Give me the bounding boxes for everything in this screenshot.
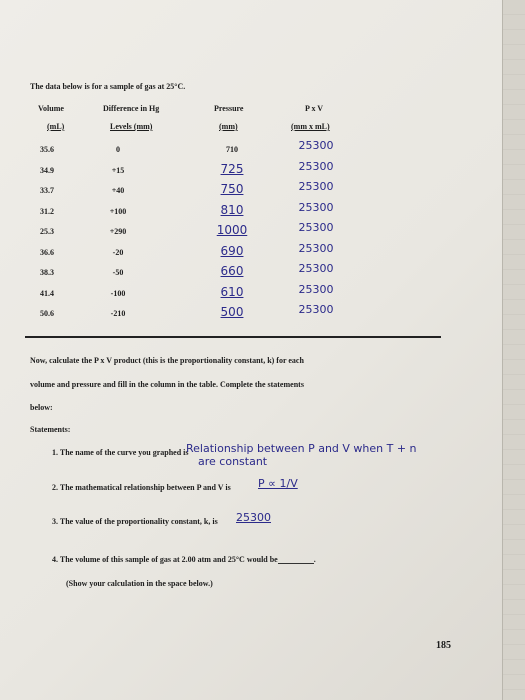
statement-2-text: 2. The mathematical relationship between P and V is bbox=[52, 483, 231, 492]
pressure-cell[interactable]: 500 bbox=[220, 305, 244, 319]
volume-cell: 41.4 bbox=[40, 288, 54, 298]
volume-cell: 34.9 bbox=[40, 165, 54, 175]
col-header-volume-unit: (mL) bbox=[47, 122, 65, 131]
volume-cell: 33.7 bbox=[40, 186, 54, 195]
difference-cell: +40 bbox=[111, 186, 125, 195]
pxv-cell[interactable]: 25300 bbox=[298, 303, 334, 316]
pressure-cell[interactable]: 690 bbox=[220, 243, 244, 258]
pxv-cell[interactable]: 25300 bbox=[298, 159, 334, 173]
statement-4-blank[interactable] bbox=[278, 555, 314, 564]
statement-1-text: 1. The name of the curve you graphed is bbox=[52, 448, 189, 457]
volume-cell: 38.3 bbox=[40, 268, 54, 277]
instruction-line-2: volume and pressure and fill in the column in the table. Complete the statements bbox=[30, 380, 304, 389]
pressure-cell[interactable]: 610 bbox=[220, 284, 244, 299]
instruction-line-3: below: bbox=[30, 403, 53, 412]
volume-cell: 31.2 bbox=[40, 206, 54, 216]
pxv-cell[interactable]: 25300 bbox=[298, 282, 334, 296]
col-header-pxv-unit: (mm x mL) bbox=[291, 122, 330, 131]
pxv-cell[interactable]: 25300 bbox=[298, 241, 334, 255]
intro-text: The data below is for a sample of gas at 25°C. bbox=[30, 82, 186, 91]
statement-1-answer-line2[interactable]: are constant bbox=[198, 455, 268, 468]
pressure-cell: 710 bbox=[226, 145, 238, 154]
notebook-edge bbox=[502, 0, 525, 700]
pressure-cell[interactable]: 1000 bbox=[216, 223, 248, 237]
pxv-cell[interactable]: 25300 bbox=[298, 180, 334, 193]
statement-1-answer-line1[interactable]: Relationship between P and V when T + n bbox=[186, 442, 417, 455]
page-number: 185 bbox=[436, 640, 451, 651]
statement-3-text: 3. The value of the proportionality constant, k, is bbox=[52, 517, 218, 526]
statement-2-answer[interactable]: P ∝ 1/V bbox=[258, 477, 298, 490]
difference-cell: -210 bbox=[110, 309, 126, 318]
volume-cell: 25.3 bbox=[40, 227, 54, 236]
col-header-pressure-unit: (mm) bbox=[219, 122, 238, 131]
instruction-line-1: Now, calculate the P x V product (this is the proportionality constant, k) for each bbox=[30, 356, 304, 365]
section-divider bbox=[25, 336, 441, 338]
volume-cell: 50.6 bbox=[40, 309, 54, 318]
col-header-volume: Volume bbox=[38, 104, 64, 113]
difference-cell: -20 bbox=[112, 247, 124, 257]
pressure-cell[interactable]: 660 bbox=[220, 264, 244, 278]
volume-cell: 35.6 bbox=[40, 145, 54, 154]
statement-4-note: (Show your calculation in the space below.) bbox=[66, 579, 213, 588]
pxv-cell[interactable]: 25300 bbox=[298, 139, 334, 152]
pressure-cell[interactable]: 750 bbox=[220, 182, 244, 196]
difference-cell: +15 bbox=[111, 165, 125, 175]
difference-cell: +100 bbox=[109, 206, 127, 216]
statement-3-answer[interactable]: 25300 bbox=[236, 511, 271, 524]
difference-cell: 0 bbox=[116, 145, 120, 154]
difference-cell: +290 bbox=[109, 227, 127, 236]
pxv-cell[interactable]: 25300 bbox=[298, 221, 334, 234]
col-header-pressure: Pressure bbox=[214, 104, 244, 113]
col-header-difference-unit: Levels (mm) bbox=[110, 122, 153, 131]
volume-cell: 36.6 bbox=[40, 247, 54, 257]
difference-cell: -100 bbox=[110, 288, 126, 298]
col-header-pxv: P x V bbox=[305, 104, 324, 113]
statements-heading: Statements: bbox=[30, 425, 71, 434]
statement-4-text: 4. The volume of this sample of gas at 2.00 atm and 25°C would be . bbox=[52, 555, 316, 564]
col-header-difference: Difference in Hg bbox=[103, 104, 160, 113]
difference-cell: -50 bbox=[112, 268, 124, 277]
pxv-cell[interactable]: 25300 bbox=[298, 262, 334, 275]
pxv-cell[interactable]: 25300 bbox=[298, 200, 334, 214]
pressure-cell[interactable]: 725 bbox=[220, 161, 244, 176]
pressure-cell[interactable]: 810 bbox=[220, 202, 244, 217]
